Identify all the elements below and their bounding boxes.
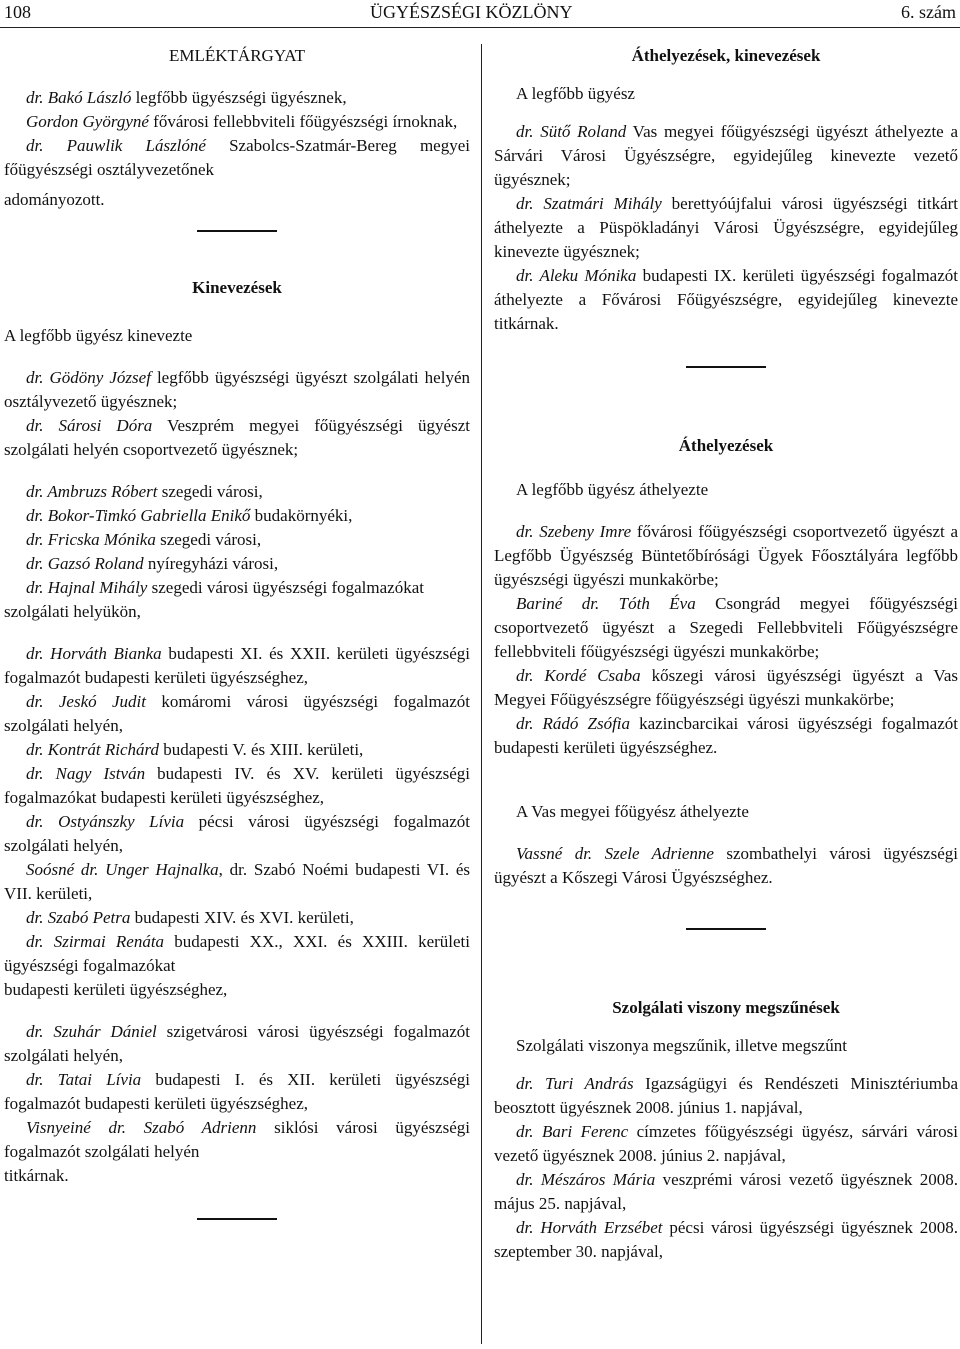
person-name: dr. Gazsó Roland <box>26 554 144 573</box>
item-text: Vas megyei főügyészségi ügyészt áthelyezte a Sárvári Városi Ügyészségre, egyidejűleg kinevezte vezető ügyésznek; <box>494 122 958 189</box>
journal-title: ÜGYÉSZSÉGI KÖZLÖNY <box>370 2 573 22</box>
transfer2-intro: A legfőbb ügyész áthelyezte <box>516 480 709 499</box>
list-item <box>494 192 958 264</box>
award-list <box>4 86 470 182</box>
item-text: legfőbb ügyészségi ügyészt szolgálati helyén osztályvezető ügyésznek; <box>4 368 470 411</box>
person-name: dr. Szebeny Imre <box>516 522 632 541</box>
item-text: berettyóújfalui városi ügyészségi titkárt áthelyezte a Püspökladányi Városi Ügyészségre, egyidejűleg kinevezte ügyésznek; <box>494 194 959 261</box>
person-name: dr. Szatmári Mihály <box>516 194 662 213</box>
list-item <box>4 576 470 600</box>
vas-intro: A Vas megyei főügyész áthelyezte <box>516 802 749 821</box>
vas-transfer-list <box>494 842 958 890</box>
list-item <box>4 690 470 738</box>
item-text: Igazságügyi és Rendészeti Minisztériumba beosztott ügyésznek 2008. június 1. napjával, <box>494 1074 958 1117</box>
list-item <box>4 134 470 182</box>
list-item <box>494 1072 958 1120</box>
person-name: dr. Kordé Csaba <box>516 666 641 685</box>
list-item <box>4 642 470 690</box>
list-item <box>4 810 470 858</box>
person-name: dr. Szabó Petra <box>26 908 131 927</box>
appointment-b-tail: szolgálati helyükön, <box>4 602 141 621</box>
item-text: siklósi városi ügyészségi fogalmazót szolgálati helyén <box>4 1118 470 1161</box>
list-item <box>494 712 958 760</box>
appointment-list-d <box>4 1020 470 1164</box>
person-name: dr. Aleku Mónika <box>516 266 637 285</box>
list-item <box>4 1068 470 1116</box>
person-name: Bariné dr. Tóth Éva <box>516 594 696 613</box>
list-item <box>494 592 958 664</box>
item-text: fővárosi fellebbviteli főügyészségi írnoknak, <box>148 112 458 131</box>
person-name: dr. Sárosi Dóra <box>26 416 153 435</box>
item-text: veszprémi városi vezető ügyésznek 2008. május 25. napjával, <box>494 1170 958 1213</box>
list-item <box>4 906 470 930</box>
header-rule <box>0 27 960 28</box>
right-column <box>494 44 958 1264</box>
page-header <box>0 0 960 26</box>
person-name: dr. Ambruzs Róbert <box>26 482 158 501</box>
item-text: budapesti IX. kerületi ügyészségi fogalmazót áthelyezte a Fővárosi Főügyészségre, egyidejűleg kinevezte titkárnak. <box>494 266 958 333</box>
person-name: dr. Bakó László <box>26 88 132 107</box>
list-item <box>4 414 470 462</box>
person-name: dr. Sütő Roland <box>516 122 627 141</box>
item-text: komáromi városi ügyészségi fogalmazót szolgálati helyén, <box>4 692 470 735</box>
appointment-d-tail: titkárnak. <box>4 1166 69 1185</box>
transfer-intro: A legfőbb ügyész <box>516 84 635 103</box>
person-name: dr. Ostyánszky Lívia <box>26 812 185 831</box>
person-name: dr. Bokor-Timkó Gabriella Enikő <box>26 506 251 525</box>
termination-list <box>494 1072 958 1264</box>
person-name: dr. Mészáros Mária <box>516 1170 656 1189</box>
list-item <box>494 1120 958 1168</box>
appointment-list-b <box>4 480 470 600</box>
item-text: Csongrád megyei főügyészségi csoportvezető ügyészt a Szegedi Fellebbviteli Főügyészségre fellebbviteli főügyészségi ügyészi munkakörbe; <box>494 594 958 661</box>
item-text: budapesti XIV. és XVI. kerületi, <box>130 908 354 927</box>
appointment-c-tail: budapesti kerületi ügyészséghez, <box>4 980 228 999</box>
person-name: dr. Horváth Erzsébet <box>516 1218 663 1237</box>
item-text: szegedi városi, <box>155 530 262 549</box>
section-title-kinevezesek: Kinevezések <box>192 278 282 297</box>
person-name: Vassné dr. Szele Adrienne <box>516 844 714 863</box>
item-text: pécsi városi ügyészségi fogalmazót szolgálati helyén, <box>4 812 470 855</box>
section-separator <box>197 1218 277 1220</box>
item-text: , dr. Szabó Noémi budapesti VI. és VII. kerületi, <box>4 860 470 903</box>
transfer-list <box>494 520 958 760</box>
item-text: címzetes főügyészségi ügyész, sárvári városi vezető ügyésznek 2008. június 2. napjával, <box>494 1122 958 1165</box>
section-title-emlektargyat: EMLÉKTÁRGYAT <box>169 46 305 65</box>
column-divider <box>481 44 482 1344</box>
list-item <box>4 110 470 134</box>
section-title-megszunesek: Szolgálati viszony megszűnések <box>612 998 840 1017</box>
item-text: kazincbarcikai városi ügyészségi fogalmazót budapesti kerületi ügyészséghez. <box>494 714 958 757</box>
list-item <box>4 504 470 528</box>
item-text: budapesti V. és XIII. kerületi, <box>159 740 364 759</box>
list-item <box>494 842 958 890</box>
list-item <box>494 1168 958 1216</box>
list-item <box>494 520 958 592</box>
termination-intro: Szolgálati viszonya megszűnik, illetve megszűnt <box>516 1036 847 1055</box>
list-item <box>4 552 470 576</box>
person-name: dr. Jeskó Judit <box>26 692 146 711</box>
person-name: dr. Pauwlik Lászlóné <box>26 136 206 155</box>
item-text: kőszegi városi ügyészségi ügyészt a Vas Megyei Főügyészségre főügyészségi ügyészi munkakörbe; <box>494 666 958 709</box>
person-name: dr. Fricska Mónika <box>26 530 156 549</box>
appointment-list-a <box>4 366 470 462</box>
item-text: Veszprém megyei főügyészségi ügyészt szolgálati helyén csoportvezető ügyésznek; <box>4 416 470 459</box>
award-closing: adományozott. <box>4 190 105 209</box>
item-text: budapesti I. és XII. kerületi ügyészségi fogalmazót budapesti kerületi ügyészséghez, <box>4 1070 470 1113</box>
person-name: dr. Tatai Lívia <box>26 1070 142 1089</box>
item-text: szigetvárosi városi ügyészségi fogalmazót szolgálati helyén, <box>4 1022 470 1065</box>
item-text: budapesti XI. és XXII. kerületi ügyészségi fogalmazót budapesti kerületi ügyészséghez, <box>4 644 470 687</box>
person-name: Gordon Györgyné <box>26 112 149 131</box>
person-name: dr. Horváth Bianka <box>26 644 162 663</box>
list-item <box>4 1116 470 1164</box>
list-item <box>494 1216 958 1264</box>
item-text: budapesti XX., XXI. és XXIII. kerületi ügyészségi fogalmazókat <box>4 932 470 975</box>
appointment-intro: A legfőbb ügyész kinevezte <box>4 326 193 345</box>
page-number: 108 <box>4 2 31 22</box>
item-text: budakörnyéki, <box>250 506 353 525</box>
list-item <box>494 264 958 336</box>
list-item <box>4 930 470 978</box>
list-item <box>4 528 470 552</box>
person-name: dr. Bari Ferenc <box>516 1122 629 1141</box>
appointment-list-c <box>4 642 470 978</box>
issue-number: 6. szám <box>901 2 956 22</box>
person-name: dr. Szirmai Renáta <box>26 932 165 951</box>
transfer-appointment-list <box>494 120 958 336</box>
list-item <box>4 86 470 110</box>
list-item <box>4 762 470 810</box>
list-item <box>4 366 470 414</box>
person-name: dr. Kontrát Richárd <box>26 740 160 759</box>
item-text: szombathelyi városi ügyészségi ügyészt a Kőszegi Városi Ügyészséghez. <box>494 844 958 887</box>
person-name: dr. Rádó Zsófia <box>516 714 631 733</box>
list-item <box>494 120 958 192</box>
person-name: dr. Hajnal Mihály <box>26 578 148 597</box>
person-name: Visnyeiné dr. Szabó Adrienn <box>26 1118 257 1137</box>
person-name: Soósné dr. Unger Hajnalka <box>26 860 219 879</box>
item-text: legfőbb ügyészségi ügyésznek, <box>131 88 347 107</box>
person-name: dr. Gödöny József <box>26 368 151 387</box>
person-name: dr. Szuhár Dániel <box>26 1022 157 1041</box>
item-text: nyíregyházi városi, <box>143 554 279 573</box>
person-name: dr. Turi András <box>516 1074 634 1093</box>
list-item <box>4 480 470 504</box>
item-text: fővárosi főügyészségi csoportvezető ügyészt a Legfőbb Ügyészség Büntetőbírósági Ügyek Főosztályára legfőbb ügyészségi ügyészi munkakörbe; <box>494 522 959 589</box>
item-text: szegedi városi, <box>157 482 263 501</box>
person-name: dr. Nagy István <box>26 764 146 783</box>
list-item <box>494 664 958 712</box>
item-text: szegedi városi ügyészségi fogalmazókat <box>147 578 424 597</box>
section-title-athelyezesek: Áthelyezések <box>678 436 774 455</box>
item-text: pécsi városi ügyészségi ügyésznek 2008. szeptember 30. napjával, <box>494 1218 958 1261</box>
left-column <box>4 44 470 1220</box>
item-text: Szabolcs-Szatmár-Bereg megyei főügyészségi osztályvezetőnek <box>4 136 470 179</box>
item-text: budapesti IV. és XV. kerületi ügyészségi fogalmazókat budapesti kerületi ügyészséghez, <box>4 764 470 807</box>
list-item <box>4 738 470 762</box>
section-title-athelyezesek-kinevezesek: Áthelyezések, kinevezések <box>631 46 821 65</box>
list-item <box>4 858 470 906</box>
list-item <box>4 1020 470 1068</box>
